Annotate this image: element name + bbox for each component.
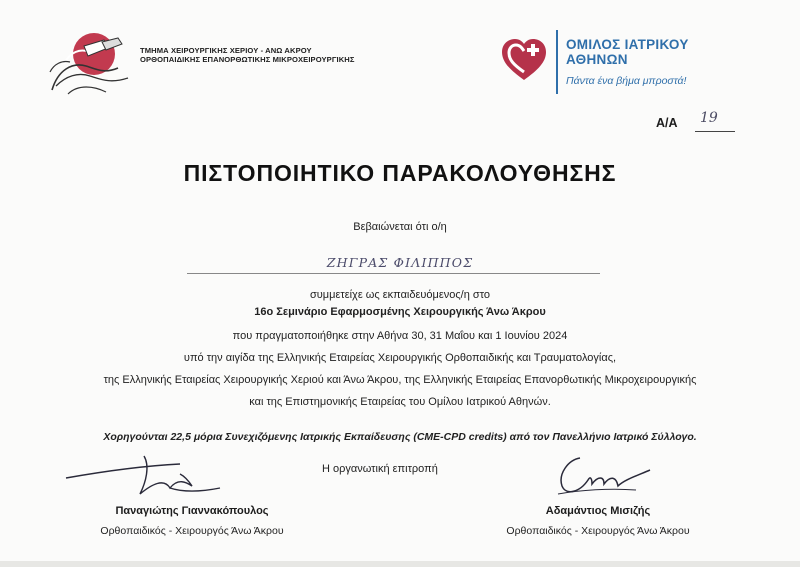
certificate-number-underline [695,131,735,132]
certificate-title: ΠΙΣΤΟΠΟΙΗΤΙΚΟ ΠΑΡΑΚΟΛΟΥΘΗΣΗΣ [183,160,617,186]
page-bottom-edge [0,561,800,567]
certificate-number-label: Α/Α [656,116,678,130]
right-signature [540,446,660,502]
logo-divider [556,30,558,94]
credits-text: Χορηγούνται 22,5 μόρια Συνεχιζόμενης Ιατρικής Εκπαίδευσης (CME-CPD credits) από τον Πανελλήνιο Ιατρικό Σύλλογο. [103,431,697,443]
right-signer-name: Αδαμάντιος Μισιζής [545,505,651,517]
left-signature [60,448,240,508]
confirm-text: Βεβαιώνεται ότι ο/η [353,221,447,233]
seminar-title: 16ο Σεμινάριο Εφαρμοσμένης Χειρουργικής Άνω Άκρου [254,306,546,318]
held-text: που πραγματοποιήθηκε στην Αθήνα 30, 31 Μαΐου και 1 Ιουνίου 2024 [232,330,568,342]
certificate-number: 19 [700,110,718,126]
left-signer-role: Ορθοπαιδικός - Χειρουργός Άνω Άκρου [100,525,284,537]
participant-name: ΖΗΓΡΑΣ ΦΙΛΙΠΠΟΣ [326,255,474,270]
department-logo [44,28,364,98]
organization-slogan: Πάντα ένα βήμα μπροστά! [566,75,687,87]
left-signer-name: Παναγιώτης Γιαννακόπουλος [115,505,269,517]
organization-name: ΟΜΙΛΟΣ ΙΑΤΡΙΚΟΥ ΑΘΗΝΩΝ [566,37,689,67]
auspices-line-1: υπό την αιγίδα της Ελληνικής Εταιρείας Χειρουργικής Ορθοπαιδικής και Τραυματολογίας, [183,352,617,364]
auspices-line-3: και της Επιστημονικής Εταιρείας του Ομίλου Ιατρικού Αθηνών. [249,396,551,408]
participant-name-underline [187,273,600,274]
organization-logo [498,30,758,100]
hands-logo-icon [44,28,136,98]
attended-text: συμμετείχε ως εκπαιδευόμενος/η στο [309,289,491,301]
right-signer-role: Ορθοπαιδικός - Χειρουργός Άνω Άκρου [506,525,690,537]
department-name: ΤΜΗΜΑ ΧΕΙΡΟΥΡΓΙΚΗΣ ΧΕΡΙΟΥ - ΑΝΩ ΑΚΡΟΥ ΟΡΘΟΠΑΙΔΙΚΗΣ ΕΠΑΝΟΡΘΩΤΙΚΗΣ ΜΙΚΡΟΧΕΙΡΟΥΡΓΙΚΗΣ [140,46,355,64]
heart-cross-icon [498,34,550,86]
auspices-line-2: της Ελληνικής Εταιρείας Χειρουργικής Χεριού και Άνω Άκρου, της Ελληνικής Εταιρείας Επανορθωτικής Μικροχειρουργικής [103,374,697,386]
committee-label: Η οργανωτική επιτροπή [322,463,438,475]
